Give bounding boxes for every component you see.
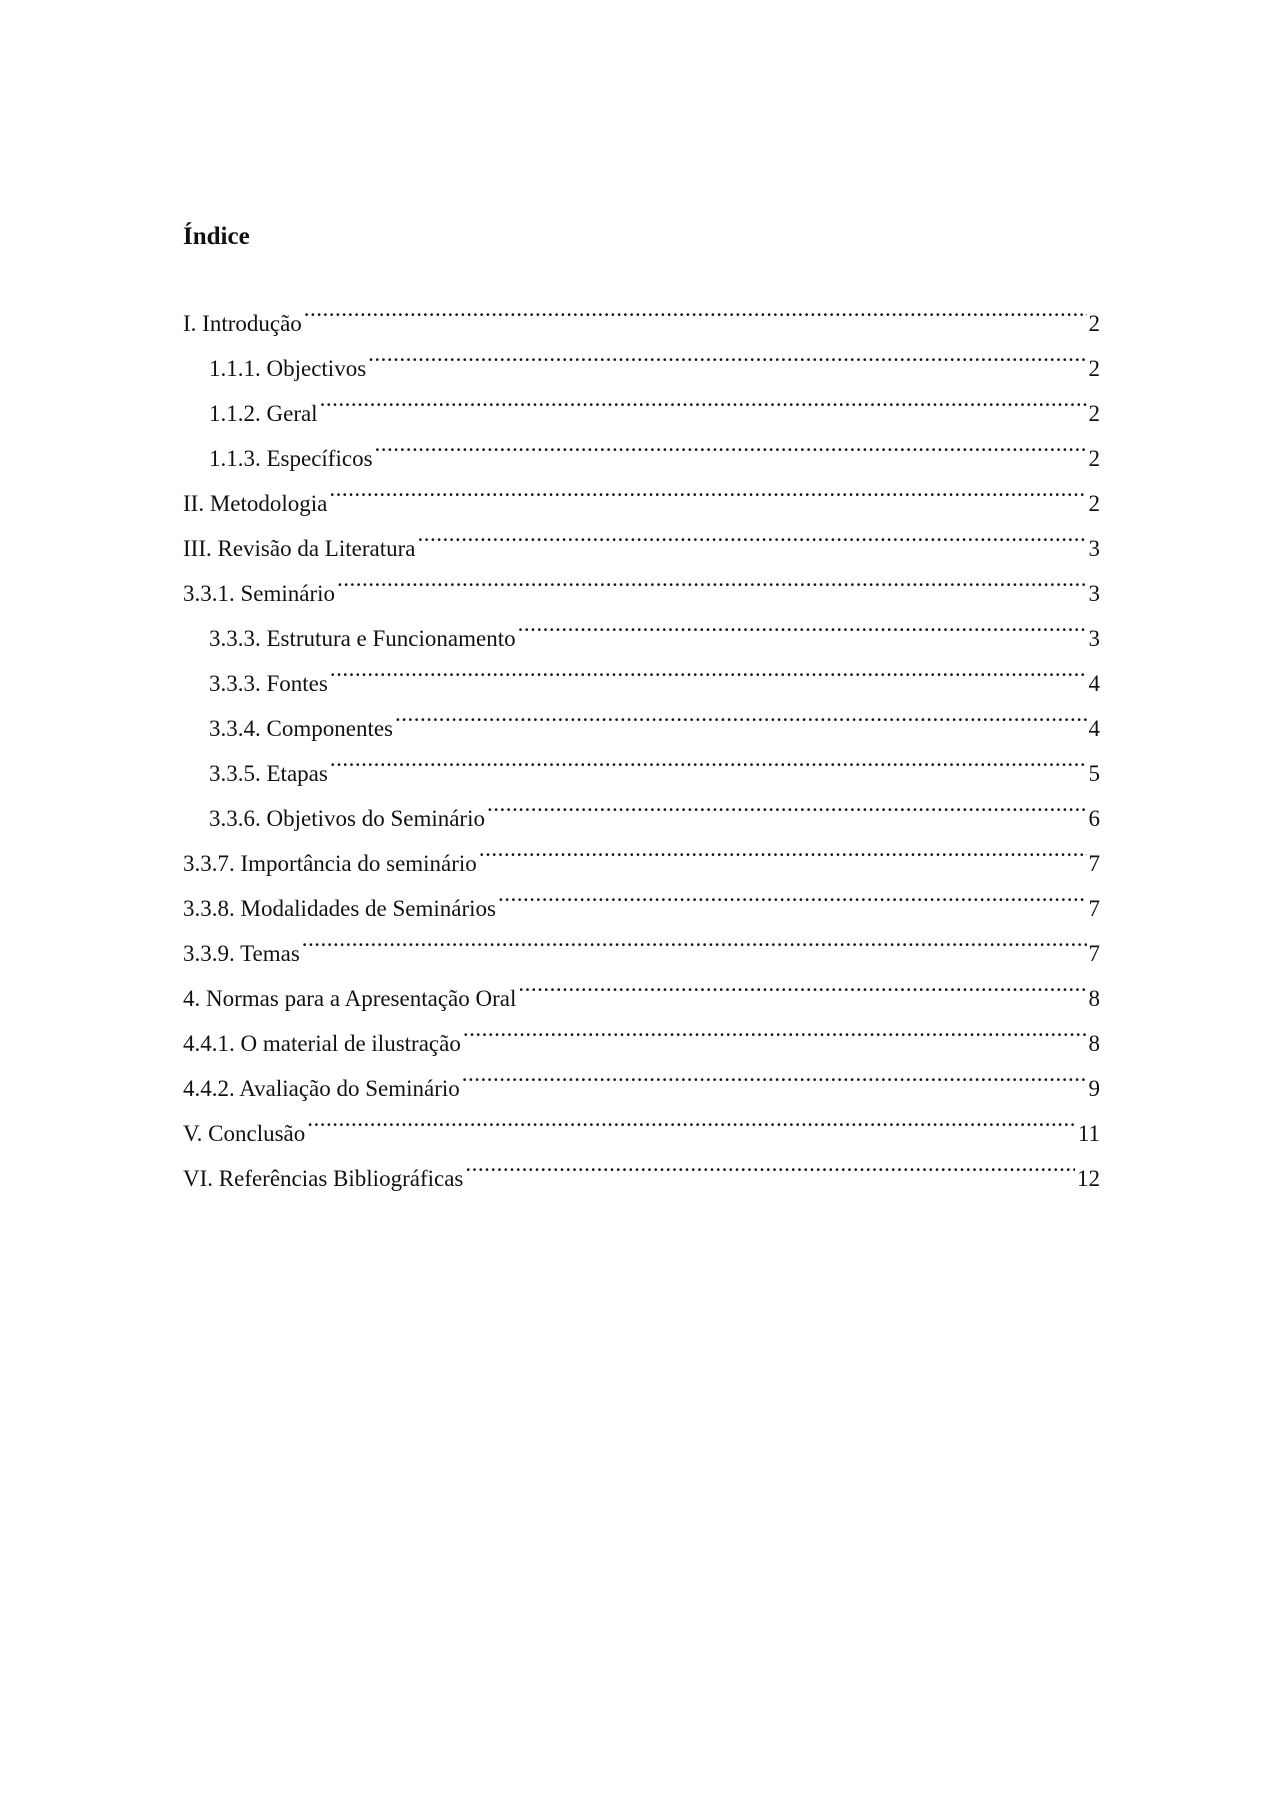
toc-entry-label: I. Introdução: [183, 311, 302, 336]
toc-entry-label: 1.1.1. Objectivos: [209, 356, 367, 381]
toc-entry-label: III. Revisão da Literatura: [183, 536, 416, 561]
toc-entry-page-number: 7: [1088, 896, 1100, 921]
toc-entry-label: 3.3.6. Objetivos do Seminário: [209, 806, 485, 831]
toc-entry-label: 1.1.2. Geral: [209, 401, 318, 426]
toc-entry-page-number: 3: [1088, 536, 1100, 561]
toc-entry-page-number: 9: [1088, 1076, 1100, 1101]
toc-dot-leader: [498, 871, 1086, 916]
toc-entry-label: 3.3.3. Estrutura e Funcionamento: [209, 626, 516, 651]
toc-entry-label: 3.3.8. Modalidades de Seminários: [183, 896, 497, 921]
toc-entry-page-number: 2: [1088, 311, 1100, 336]
toc-entry-page-number: 2: [1088, 446, 1100, 471]
toc-entry-page-number: 2: [1088, 401, 1100, 426]
toc-entry-page-number: 3: [1088, 626, 1100, 651]
toc-entry-page-number: 12: [1077, 1166, 1100, 1191]
toc-dot-leader: [320, 376, 1087, 421]
toc-dot-leader: [462, 1051, 1087, 1096]
toc-title: Índice: [183, 223, 250, 250]
toc-entry-page-number: 11: [1077, 1121, 1100, 1146]
toc-dot-leader: [330, 646, 1087, 691]
toc-dot-leader: [395, 691, 1087, 736]
toc-entry-page-number: 6: [1088, 806, 1100, 831]
toc-entry-label: II. Metodologia: [183, 491, 328, 516]
toc-entry-label: 4.4.2. Avaliação do Seminário: [183, 1076, 460, 1101]
toc-entry-label: VI. Referências Bibliográficas: [183, 1166, 464, 1191]
toc-dot-leader: [375, 421, 1087, 466]
toc-entry-label: 4.4.1. O material de ilustração: [183, 1031, 461, 1056]
toc-entry-page-number: 7: [1088, 941, 1100, 966]
toc-dot-leader: [479, 826, 1087, 871]
table-of-contents: [183, 286, 1100, 1191]
toc-entry-label: 4. Normas para a Apresentação Oral: [183, 986, 517, 1011]
toc-entry[interactable]: [183, 1141, 1100, 1191]
toc-dot-leader: [337, 556, 1086, 601]
toc-entry-label: 3.3.5. Etapas: [209, 761, 328, 786]
toc-entry-page-number: 7: [1088, 851, 1100, 876]
toc-dot-leader: [330, 736, 1087, 781]
toc-dot-leader: [302, 916, 1087, 961]
toc-dot-leader: [368, 331, 1086, 376]
toc-entry-label: 3.3.9. Temas: [183, 941, 300, 966]
toc-dot-leader: [487, 781, 1087, 826]
toc-entry-page-number: 3: [1088, 581, 1100, 606]
toc-entry[interactable]: [183, 916, 1100, 966]
toc-entry-label: 3.3.4. Componentes: [209, 716, 393, 741]
toc-entry-label: V. Conclusão: [183, 1121, 306, 1146]
toc-entry[interactable]: [183, 421, 1100, 471]
toc-entry-page-number: 4: [1088, 671, 1100, 696]
toc-dot-leader: [417, 511, 1086, 556]
toc-entry-page-number: 4: [1088, 716, 1100, 741]
toc-dot-leader: [307, 1096, 1076, 1141]
toc-dot-leader: [465, 1141, 1075, 1186]
toc-entry-label: 3.3.1. Seminário: [183, 581, 336, 606]
toc-entry-page-number: 2: [1088, 356, 1100, 381]
toc-entry-label: 1.1.3. Específicos: [209, 446, 373, 471]
toc-dot-leader: [329, 466, 1086, 511]
toc-dot-leader: [463, 1006, 1087, 1051]
toc-entry[interactable]: [183, 1096, 1100, 1146]
toc-entry-page-number: 5: [1088, 761, 1100, 786]
toc-entry-page-number: 8: [1088, 1031, 1100, 1056]
toc-entry-page-number: 2: [1088, 491, 1100, 516]
toc-entry-page-number: 8: [1088, 986, 1100, 1011]
toc-entry[interactable]: [183, 331, 1100, 381]
toc-dot-leader: [518, 961, 1086, 1006]
toc-entry[interactable]: [183, 376, 1100, 426]
toc-dot-leader: [304, 286, 1087, 331]
toc-entry[interactable]: [183, 961, 1100, 1011]
toc-entry[interactable]: [183, 286, 1100, 336]
toc-entry-label: 3.3.3. Fontes: [209, 671, 328, 696]
toc-entry-label: 3.3.7. Importância do seminário: [183, 851, 477, 876]
toc-dot-leader: [518, 601, 1087, 646]
